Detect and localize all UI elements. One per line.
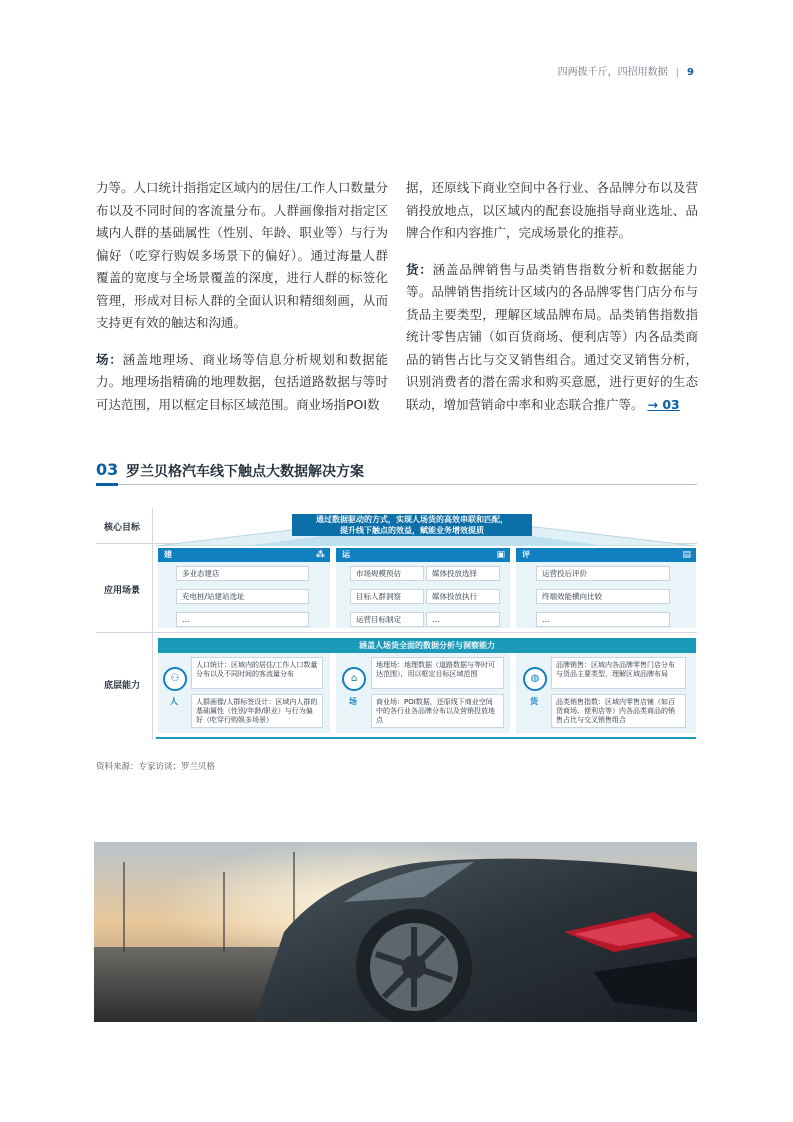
left-paragraph-2	[96, 349, 388, 417]
figure-title	[96, 460, 697, 488]
left-paragraph-2-text: 涵盖地理场、商业场等信息分析规划和数据能力。地理场指精确的地理数据，包括道路数据与等时可达范围，用以框定目标区域范围。商业场指POI数	[96, 351, 388, 412]
scenario-build-header	[158, 548, 330, 562]
scenario-item: …	[536, 612, 670, 627]
figure-title-text: 罗兰贝格汽车线下触点大数据解决方案	[126, 464, 364, 480]
scenario-item: …	[176, 612, 309, 627]
capability-place-box-1: 地理场：地理数据（道路数据与等时可达范围），用以框定目标区域范围	[371, 657, 504, 689]
scenario-item: 市场规模预估	[350, 566, 424, 581]
right-paragraph-2	[406, 259, 698, 417]
scenario-ops-header	[336, 548, 510, 562]
goods-icon: ◍	[523, 667, 547, 691]
capability-place-letter: 场	[349, 697, 357, 706]
capability-title-bar: 涵盖人场货全面的数据分析与洞察能力	[158, 638, 696, 653]
header-title: 四两拨千斤，四招用数据	[557, 67, 668, 78]
capability-goods-letter: 货	[530, 697, 538, 706]
capability-people-letter: 人	[170, 697, 178, 706]
figure-title-accent	[96, 483, 118, 486]
figure-reference-link[interactable]: → 03	[647, 396, 680, 412]
figure-number: 03	[96, 460, 119, 479]
scenario-ops-label: 运	[342, 550, 350, 559]
scenario-item: 终端效能横向比较	[536, 589, 670, 604]
capability-goods-box-1: 品牌销售：区域内各品牌零售门店分布与货品主要类型，理解区域品牌布局	[551, 657, 686, 689]
scenario-item: 运营投后评价	[536, 566, 670, 581]
left-column	[96, 177, 388, 430]
sports-car-illustration	[94, 842, 697, 1022]
left-paragraph-1: 力等。人口统计指指定区域内的居住/工作人口数量分布以及不同时间的客流量分布。人群画像指对指定区域内人群的基础属性（性别、年龄、职业等）与行为偏好（吃穿行购娱多场景下的偏好）。通过海量人群覆盖的宽度与全场景覆盖的深度，进行人群的标签化管理，形成对目标人群的全面认识和精细刻画，从而支持更有效的触达和沟通。	[96, 180, 388, 330]
diagram-bottom-rule	[156, 737, 696, 739]
goal-banner	[292, 514, 532, 536]
row-label-capability: 底层能力	[103, 681, 140, 691]
goal-banner-line-1: 通过数据驱动的方式，实现人场货的高效串联和匹配，	[316, 515, 508, 524]
running-header	[558, 63, 694, 78]
label-divider	[152, 508, 153, 740]
page-number: 9	[687, 67, 694, 78]
row-label-goal: 核心目标	[103, 523, 140, 533]
scenario-item: 媒体投放执行	[426, 589, 500, 604]
goal-banner-line-2: 提升线下触点的效益，赋能业务增效提质	[340, 526, 484, 535]
right-paragraph-1: 据，还原线下商业空间中各行业、各品牌分布以及营销投放地点，以区域内的配套设施指导商业选址、品牌合作和内容推广，完成场景化的推荐。	[406, 180, 698, 240]
lead-place: 场：	[96, 351, 123, 367]
people-icon: ⚇	[163, 667, 187, 691]
figure-title-rule	[96, 484, 697, 485]
row-divider	[96, 632, 697, 633]
scenario-item: 目标人群洞察	[350, 589, 424, 604]
header-separator: |	[675, 67, 680, 78]
capability-people-box-1: 人口统计：区域内的居住/工作人口数量分布以及不同时间的客流量分布	[191, 657, 323, 689]
scenario-item: …	[426, 612, 500, 627]
scenario-item: 运营目标制定	[350, 612, 424, 627]
scenario-item: 多业态建店	[176, 566, 309, 581]
solution-diagram	[96, 508, 697, 740]
scenario-item: 充电桩/站建站选址	[176, 589, 309, 604]
figure-source: 资料来源：专家访谈；罗兰贝格	[96, 762, 216, 772]
right-paragraph-2-text: 涵盖品牌销售与品类销售指数分析和数据能力等。品牌销售指统计区域内的各品牌零售门店分布与货品主要类型，理解区域品牌布局。品类销售指数指统计零售店铺（如百货商场、便利店等）内各品类商品的销售占比与交叉销售组合。通过交叉销售分析，识别消费者的潜在需求和购买意愿，进行更好的生态联动，增加营销命中率和业态联合推广等。	[406, 261, 698, 412]
capability-people-box-2: 人群画像/人群标签设计：区域内人群的基础属性（性别/年龄/职业）与行为偏好（吃穿行购娱多场景）	[191, 694, 323, 728]
row-label-scenario: 应用场景	[103, 586, 140, 596]
lead-goods: 货：	[406, 261, 433, 277]
scenario-eval-label: 评	[522, 550, 530, 559]
right-column	[406, 177, 698, 430]
network-icon: ⁂	[315, 550, 325, 560]
capability-place-box-2: 商业场：POI数据，还原线下商业空间中的各行业各品牌分布以及营销投放地点	[371, 694, 504, 728]
chart-icon: ▤	[682, 550, 691, 560]
car-photo	[94, 842, 697, 1022]
scenario-build-label: 建	[164, 550, 172, 559]
scenario-eval-header	[516, 548, 696, 562]
capability-goods-box-2: 品类销售指数：区域内零售店铺（如百货商场、便利店等）内各品类商品的销售占比与交叉销售组合	[551, 694, 686, 728]
monitor-icon: ▣	[496, 550, 505, 560]
scenario-item: 媒体投放选择	[426, 566, 500, 581]
store-icon: ⌂	[342, 667, 366, 691]
